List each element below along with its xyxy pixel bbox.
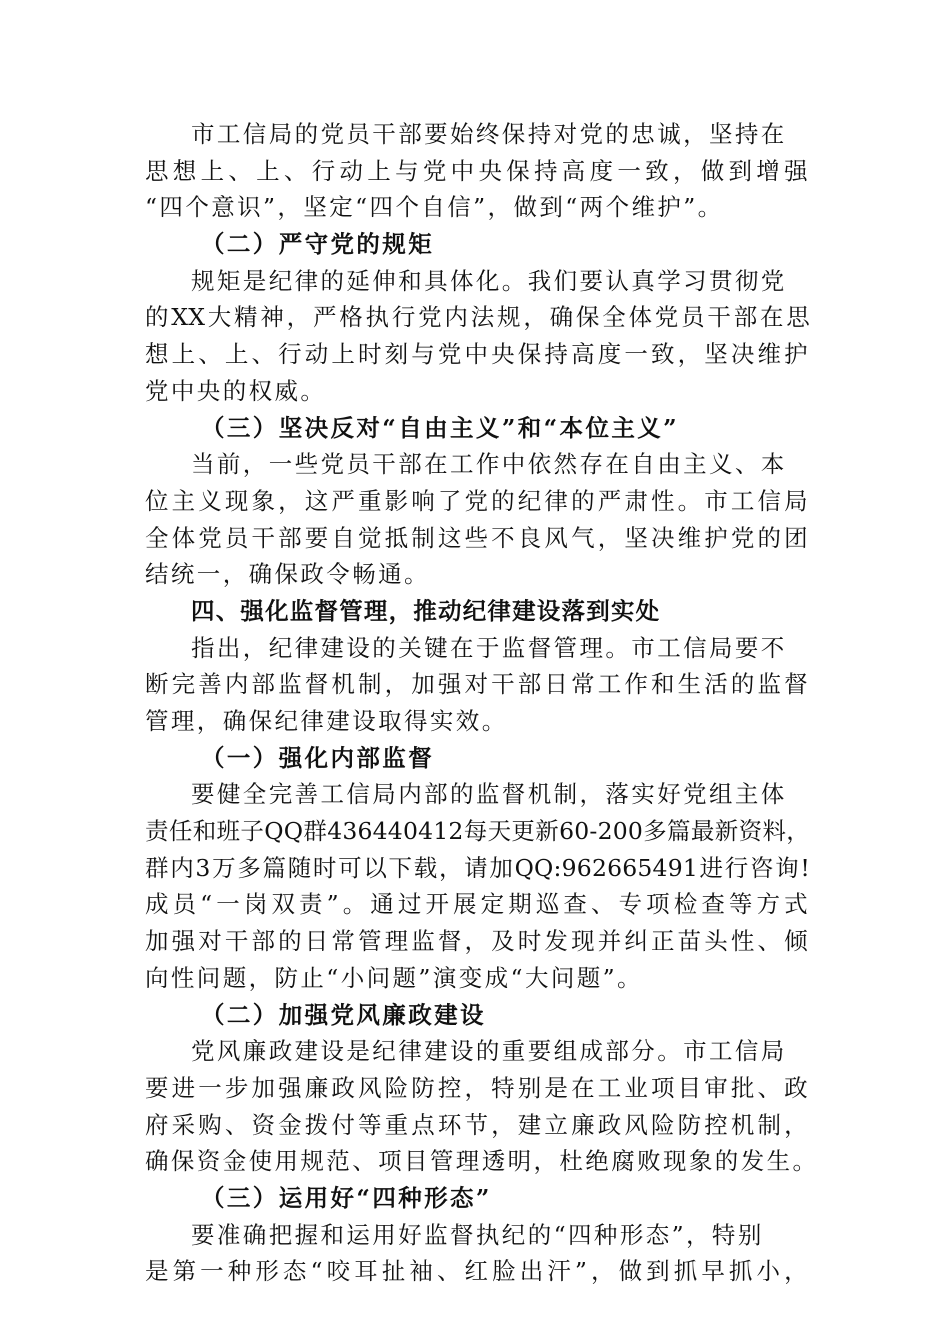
- paragraph-line: 向性问题，防止“小问题”演变成“大问题”。: [145, 963, 643, 992]
- paragraph-line: 成员“一岗双责”。通过开展定期巡查、专项检查等方式: [145, 890, 810, 919]
- paragraph-line: “四个意识”，坚定“四个自信”，做到“两个维护”。: [145, 193, 724, 222]
- paragraph-line: 责任和班子QQ群436440412每天更新60-200多篇最新资料，: [145, 817, 810, 846]
- paragraph-line: 当前，一些党员干部在工作中依然存在自由主义、本: [191, 450, 787, 479]
- paragraph-line: 党中央的权威。: [145, 376, 327, 405]
- paragraph-line: 是第一种形态“咬耳扯袖、红脸出汗”，做到抓早抓小，: [145, 1257, 810, 1286]
- paragraph-line: 确保资金使用规范、项目管理透明，杜绝腐败现象的发生。: [145, 1147, 819, 1176]
- section-subheading: （二）严守党的规矩: [201, 230, 435, 259]
- paragraph-line: 想上、上、行动上时刻与党中央保持高度一致，坚决维护: [145, 340, 810, 369]
- paragraph-line: 要准确把握和运用好监督执纪的“四种形态”，特别: [191, 1220, 764, 1249]
- section-subheading: （二）加强党风廉政建设: [201, 1000, 486, 1029]
- paragraph-line: 要健全完善工信局内部的监督机制，落实好党组主体: [191, 780, 787, 809]
- document-body: [145, 116, 819, 1290]
- paragraph-line: 群内3万多篇随时可以下载，请加QQ:962665491进行咨询!: [145, 853, 810, 882]
- section-heading: 四、强化监督管理，推动纪律建设落到实处: [191, 596, 661, 625]
- section-subheading: （三）运用好“四种形态”: [201, 1183, 492, 1212]
- paragraph: [145, 263, 810, 410]
- paragraph-line: 市工信局的党员干部要始终保持对党的忠诚，坚持在: [191, 120, 787, 148]
- paragraph-line: 指出，纪律建设的关键在于监督管理。市工信局要不: [191, 633, 787, 662]
- paragraph: [145, 116, 810, 226]
- paragraph-line: 断完善内部监督机制，加强对干部日常工作和生活的监督: [145, 670, 810, 699]
- paragraph: [145, 446, 810, 593]
- paragraph-line: 思想上、上、行动上与党中央保持高度一致，做到增强: [145, 156, 810, 185]
- paragraph: [145, 776, 810, 996]
- paragraph-line: 府采购、资金拨付等重点环节，建立廉政风险防控机制，: [145, 1110, 810, 1139]
- paragraph-line: 党风廉政建设是纪律建设的重要组成部分。市工信局: [191, 1037, 787, 1066]
- section-subheading: （三）坚决反对“自由主义”和“本位主义”: [201, 413, 680, 442]
- paragraph: [145, 1217, 810, 1290]
- paragraph-line: 结统一，确保政令畅通。: [145, 560, 430, 589]
- paragraph-line: 位主义现象，这严重影响了党的纪律的严肃性。市工信局: [145, 486, 810, 515]
- paragraph-line: 管理，确保纪律建设取得实效。: [145, 707, 508, 735]
- paragraph-line: 的XX大精神，严格执行党内法规，确保全体党员干部在思: [145, 303, 810, 332]
- paragraph-line: 规矩是纪律的延伸和具体化。我们要认真学习贯彻党: [191, 266, 787, 295]
- paragraph-line: 加强对干部的日常管理监督，及时发现并纠正苗头性、倾: [145, 927, 810, 956]
- section-subheading: （一）强化内部监督: [201, 743, 435, 772]
- paragraph: [145, 630, 810, 740]
- paragraph-line: 全体党员干部要自觉抵制这些不良风气，坚决维护党的团: [145, 523, 810, 552]
- paragraph: [145, 1033, 819, 1180]
- paragraph-line: 要进一步加强廉政风险防控，特别是在工业项目审批、政: [145, 1073, 810, 1102]
